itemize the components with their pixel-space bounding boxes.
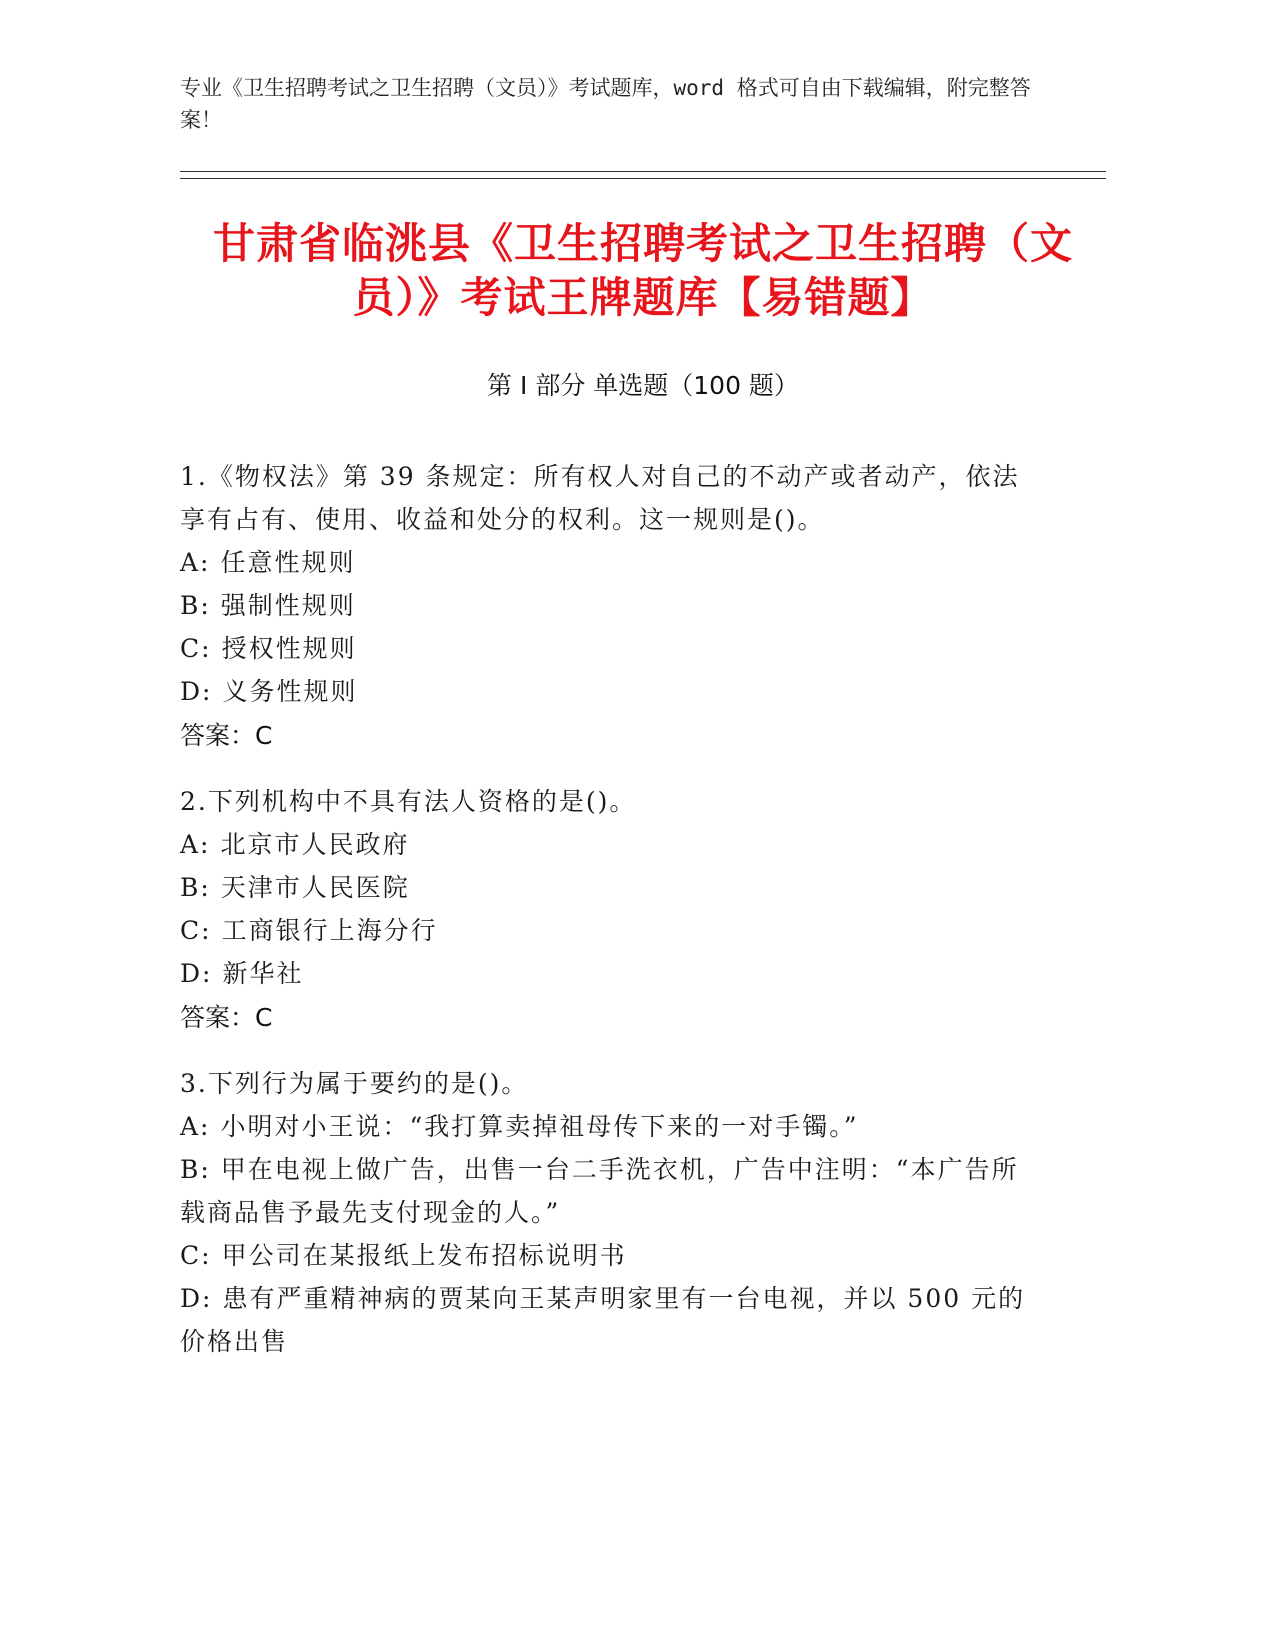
option-text: 甲在电视上做广告，出售一台二手洗衣机，广告中注明：“本广告所载商品售予最先支付现金的人。” [180, 1155, 1019, 1227]
question-stem: 2.下列机构中不具有法人资格的是()。 [180, 787, 637, 816]
option-text: 患有严重精神病的贾某向王某声明家里有一台电视，并以 500 元的价格出售 [180, 1284, 1026, 1356]
option-text: 天津市人民医院 [220, 873, 410, 902]
option-c [180, 1234, 1030, 1277]
question-list [180, 455, 1030, 1385]
option-key: A: [180, 1112, 211, 1141]
option-text: 任意性规则 [220, 548, 356, 577]
option-key: A: [180, 830, 211, 859]
option-d [180, 1277, 1030, 1363]
option-d [180, 952, 1030, 995]
option-text: 小明对小王说：“我打算卖掉祖母传下来的一对手镯。” [220, 1112, 859, 1141]
document-title: 甘肃省临洮县《卫生招聘考试之卫生招聘（文员）》考试王牌题库【易错题】 [212, 219, 1073, 322]
option-text: 甲公司在某报纸上发布招标说明书 [221, 1241, 627, 1270]
answer: 答案：C [180, 721, 273, 750]
option-d [180, 670, 1030, 713]
option-key: D: [180, 1284, 213, 1313]
option-b [180, 866, 1030, 909]
option-text: 工商银行上海分行 [221, 916, 438, 945]
option-a [180, 1105, 1030, 1148]
option-key: D: [180, 959, 213, 988]
option-key: D: [180, 677, 213, 706]
option-c [180, 627, 1030, 670]
option-key: C: [180, 634, 212, 663]
option-text: 北京市人民政府 [220, 830, 410, 859]
option-b [180, 1148, 1030, 1234]
question-2 [180, 780, 1030, 1040]
option-text: 授权性规则 [221, 634, 357, 663]
option-key: C: [180, 1241, 212, 1270]
option-a [180, 541, 1030, 584]
option-c [180, 909, 1030, 952]
option-a [180, 823, 1030, 866]
option-key: B: [180, 1155, 211, 1184]
header-note: 专业《卫生招聘考试之卫生招聘（文员）》考试题库，word 格式可自由下载编辑，附完整答案！ [180, 76, 1031, 132]
answer: 答案：C [180, 1003, 273, 1032]
option-b [180, 584, 1030, 627]
question-3 [180, 1062, 1030, 1363]
header-divider-bottom [180, 178, 1106, 179]
header-divider-top [180, 171, 1106, 172]
option-key: B: [180, 873, 211, 902]
option-text: 强制性规则 [220, 591, 356, 620]
question-stem: 3.下列行为属于要约的是()。 [180, 1069, 529, 1098]
option-key: A: [180, 548, 211, 577]
section-heading: 第 I 部分 单选题（100 题） [487, 371, 799, 400]
option-key: B: [180, 591, 211, 620]
option-text: 新华社 [222, 959, 304, 988]
question-stem: 1.《物权法》第 39 条规定：所有权人对自己的不动产或者动产，依法享有占有、使用、收益和处分的权利。这一规则是()。 [180, 462, 1020, 534]
option-key: C: [180, 916, 212, 945]
option-text: 义务性规则 [222, 677, 358, 706]
question-1 [180, 455, 1030, 758]
